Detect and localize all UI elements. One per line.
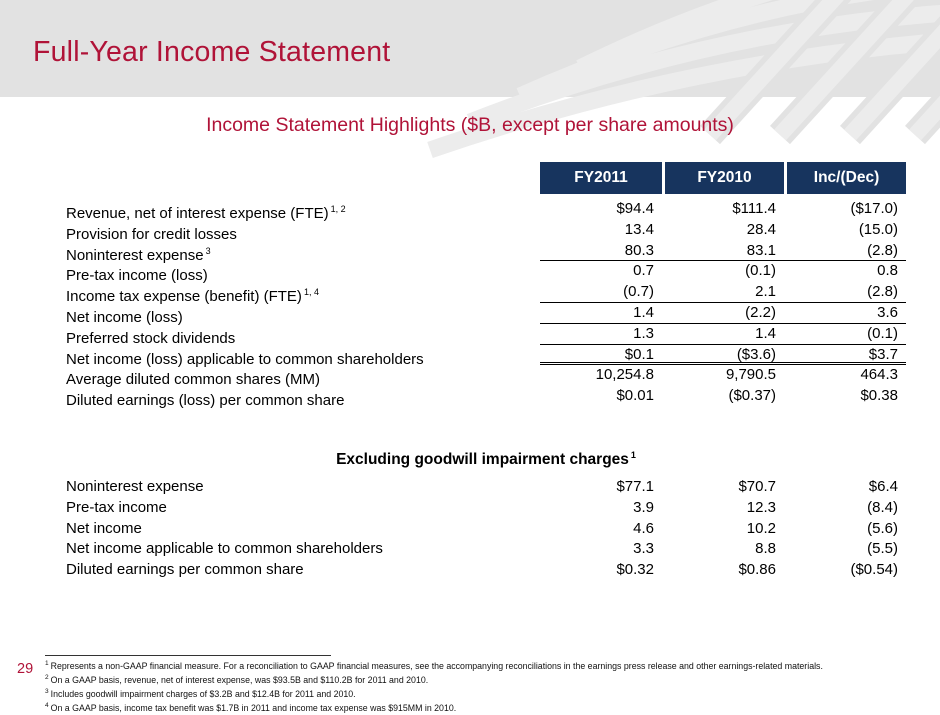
cell-fy2011: 4.6 [633, 519, 654, 537]
cell-fy2010: 2.1 [662, 282, 784, 303]
cell-incdec: (15.0) [858, 220, 898, 238]
table-row [66, 220, 906, 241]
table-row [66, 282, 906, 306]
row-label: Diluted earnings (loss) per common share [66, 392, 345, 410]
cell-fy2010: ($3.6) [662, 345, 784, 366]
cell-fy2011: (0.7) [540, 282, 662, 303]
cell-fy2010: $111.4 [732, 200, 776, 217]
row-label: Net income (loss) applicable to common shareholders [66, 350, 424, 368]
row-label: Noninterest expense [66, 478, 204, 495]
header-spacer [66, 162, 540, 183]
footnote-ref: 3 [205, 245, 211, 256]
table-row [66, 519, 906, 540]
cell-fy2010: 12.3 [746, 498, 776, 516]
cell-fy2010: 8.8 [755, 540, 776, 558]
column-header-incdec: Inc/(Dec) [784, 162, 906, 194]
row-label: Net income [66, 519, 142, 537]
cell-incdec: $0.38 [860, 387, 898, 405]
income-statement-table [66, 162, 906, 410]
header-band [0, 0, 940, 97]
cell-incdec: ($17.0) [850, 200, 898, 217]
row-label: Pre-tax income (loss) [66, 267, 208, 285]
cell-fy2010: (0.1) [745, 262, 776, 280]
cell-fy2011: $0.01 [616, 387, 654, 405]
cell-incdec: (5.6) [867, 519, 898, 537]
cell-incdec: (2.8) [784, 241, 906, 262]
cell-fy2011: 10,254.8 [595, 366, 654, 384]
table-row [66, 345, 906, 366]
cell-fy2010: (2.2) [662, 303, 784, 324]
cell-fy2010: 1.4 [662, 324, 784, 345]
cell-fy2011: $0.1 [540, 345, 662, 366]
row-label: Provision for credit losses [66, 225, 237, 243]
table-row [66, 303, 906, 324]
table-row [66, 324, 906, 345]
cell-fy2011: 3.3 [633, 540, 654, 558]
cell-incdec: $6.4 [868, 478, 898, 495]
footnote-ref: 1 [630, 450, 636, 460]
row-label: Net income applicable to common shareholders [66, 540, 383, 558]
cell-incdec: (5.5) [867, 540, 898, 558]
row-label: Noninterest expense [66, 246, 204, 264]
table-row [66, 539, 906, 560]
cell-fy2011: $77.1 [616, 478, 654, 495]
cell-fy2011: 13.4 [624, 220, 654, 238]
table-header-row [66, 162, 906, 194]
cell-incdec: $3.7 [784, 345, 906, 366]
cell-incdec: 0.8 [877, 262, 898, 280]
excluding-goodwill-table [66, 477, 906, 581]
footnote-text: On a GAAP basis, income tax benefit was $1.7B in 2011 and income tax expense was $915MM in 2010. [50, 703, 457, 714]
cell-fy2010: $70.7 [738, 478, 776, 495]
cell-incdec: (2.8) [784, 282, 906, 303]
column-header-fy2010: FY2010 [662, 162, 784, 194]
table-row [66, 386, 906, 410]
cell-fy2010: 28.4 [746, 220, 776, 238]
cell-incdec: 3.6 [784, 303, 906, 324]
footnotes [45, 658, 930, 715]
cell-fy2011: $94.4 [616, 200, 654, 217]
slide-title: Full-Year Income Statement [33, 36, 391, 68]
cell-fy2010: 9,790.5 [725, 366, 776, 384]
cell-fy2011: 1.3 [540, 324, 662, 345]
footnote-number: 2 [45, 674, 49, 682]
cell-incdec: ($0.54) [850, 561, 898, 579]
table-row [66, 498, 906, 519]
table-row [66, 477, 906, 498]
cell-incdec: (0.1) [784, 324, 906, 345]
cell-incdec: 464.3 [860, 366, 898, 384]
row-label: Net income (loss) [66, 308, 183, 326]
column-header-fy2011: FY2011 [540, 162, 662, 194]
cell-fy2010: ($0.37) [728, 387, 776, 405]
page-number: 29 [17, 661, 34, 677]
table-subtitle: Income Statement Highlights ($B, except per share amounts) [206, 114, 734, 136]
table-row [66, 261, 906, 285]
row-label: Income tax expense (benefit) (FTE) [66, 288, 302, 306]
cell-fy2011: 3.9 [633, 498, 654, 516]
footnote-number: 3 [45, 688, 49, 696]
footnote-number: 1 [45, 660, 49, 667]
row-label: Pre-tax income [66, 498, 167, 516]
footnote-ref: 1, 4 [303, 287, 319, 298]
footnote-ref: 1, 2 [330, 204, 346, 214]
footnote [45, 672, 930, 686]
row-label: Average diluted common shares (MM) [66, 371, 320, 389]
footnote [45, 700, 930, 714]
cell-fy2010: $0.86 [738, 561, 776, 579]
cell-fy2011: 0.7 [633, 262, 654, 280]
cell-fy2011: 1.4 [540, 303, 662, 324]
table-row [66, 199, 906, 220]
flagscape-swoosh-icon [460, 0, 940, 97]
cell-fy2010: 10.2 [746, 519, 776, 537]
footnote-text: On a GAAP basis, revenue, net of interest expense, was $93.5B and $110.2B for 2011 and 2010. [50, 675, 429, 686]
cell-fy2011: 80.3 [540, 241, 662, 262]
row-label: Preferred stock dividends [66, 329, 236, 347]
cell-incdec: (8.4) [867, 498, 898, 516]
section-heading [66, 450, 906, 469]
footnote-text: Represents a non-GAAP financial measure. For a reconciliation to GAAP financial measures, see the accompanying reconciliations in the earnings press release and other earnings-related materials. [50, 660, 823, 671]
cell-fy2011: $0.32 [616, 561, 654, 579]
footnote-separator [45, 655, 331, 656]
table-row [66, 365, 906, 389]
table-row [66, 241, 906, 262]
footnote-number: 4 [45, 702, 49, 710]
row-label: Revenue, net of interest expense (FTE) [66, 205, 329, 222]
table-row [66, 560, 906, 581]
section-heading-text: Excluding goodwill impairment charges [336, 451, 629, 469]
footnote [45, 658, 930, 672]
row-label: Diluted earnings per common share [66, 561, 304, 579]
footnote-text: Includes goodwill impairment charges of $3.2B and $12.4B for 2011 and 2010. [50, 689, 356, 700]
footnote [45, 686, 930, 700]
cell-fy2010: 83.1 [662, 241, 784, 262]
